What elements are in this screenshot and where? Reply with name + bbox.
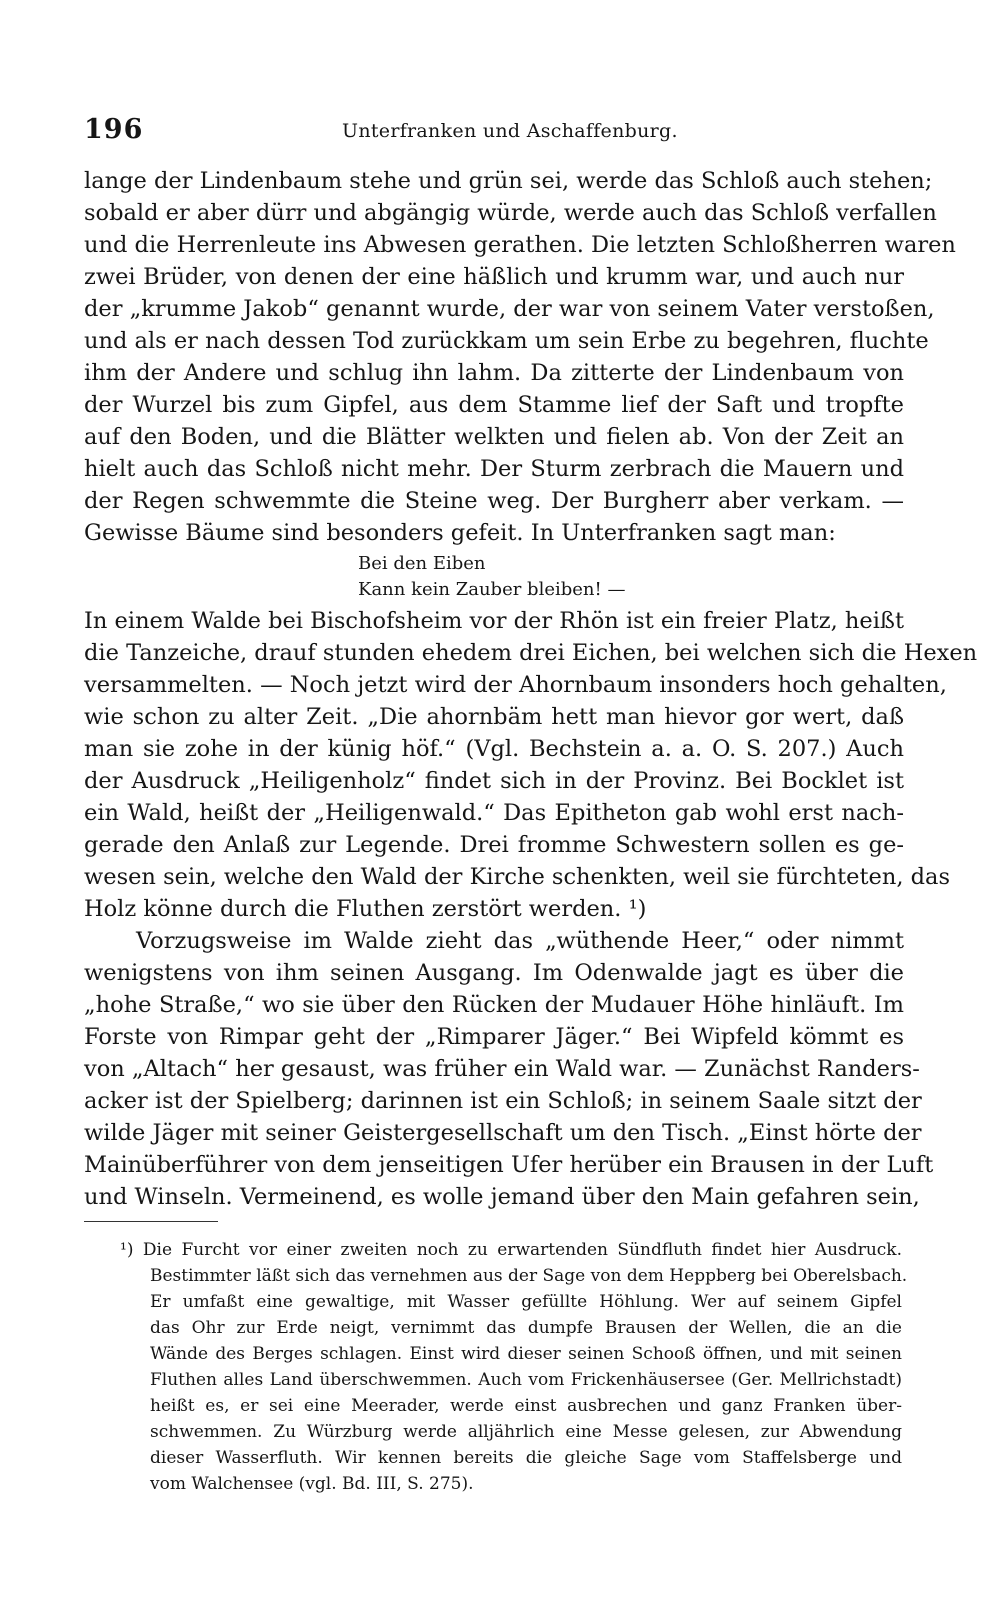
- text-line: sobald er aber dürr und abgängig würde, werde auch das Schloß verfallen: [84, 200, 937, 226]
- footnote-line: Wände des Berges schlagen. Einst wird dieser seinen Schooß öffnen, und mit seinen: [150, 1344, 902, 1364]
- text-line: man sie zohe in der künig höf.“ (Vgl. Bechstein a. a. O. S. 207.) Auch: [84, 736, 904, 762]
- footnote-rule: [84, 1221, 218, 1222]
- text-line: In einem Walde bei Bischofsheim vor der Rhön ist ein freier Platz, heißt: [84, 608, 904, 634]
- text-line: Holz könne durch die Fluthen zerstört werden. ¹): [84, 896, 647, 922]
- footnote-line: Er umfaßt eine gewaltige, mit Wasser gefüllte Höhlung. Wer auf seinem Gipfel: [150, 1292, 902, 1312]
- text-line: Vorzugsweise im Walde zieht das „wüthende Heer,“ oder nimmt: [136, 928, 904, 954]
- text-line: und als er nach dessen Tod zurückkam um sein Erbe zu begehren, fluchte: [84, 328, 929, 354]
- text-line: wesen sein, welche den Wald der Kirche schenkten, weil sie fürchteten, das: [84, 864, 951, 890]
- footnote-line: dieser Wasserfluth. Wir kennen bereits die gleiche Sage vom Staffelsberge und: [150, 1448, 902, 1468]
- text-line: der Ausdruck „Heiligenholz“ findet sich in der Provinz. Bei Bocklet ist: [84, 768, 904, 794]
- verse-line: Bei den Eiben: [358, 553, 486, 574]
- text-line: versammelten. — Noch jetzt wird der Ahornbaum insonders hoch gehalten,: [84, 672, 947, 698]
- footnote-line: vom Walchensee (vgl. Bd. III, S. 275).: [150, 1474, 474, 1494]
- text-line: auf den Boden, und die Blätter welkten und fielen ab. Von der Zeit an: [84, 424, 904, 450]
- text-line: wie schon zu alter Zeit. „Die ahornbäm hett man hievor gor wert, daß: [84, 704, 904, 730]
- text-line: zwei Brüder, von denen der eine häßlich und krumm war, und auch nur: [84, 264, 904, 290]
- text-line: von „Altach“ her gesaust, was früher ein Wald war. — Zunächst Randers-: [84, 1056, 920, 1082]
- text-line: lange der Lindenbaum stehe und grün sei, werde das Schloß auch stehen;: [84, 168, 933, 194]
- page-number: 196: [84, 114, 144, 145]
- footnote-line: ¹) Die Furcht vor einer zweiten noch zu erwartenden Sündfluth findet hier Ausdruck.: [120, 1240, 902, 1260]
- footnote-line: Bestimmter läßt sich das vernehmen aus der Sage von dem Heppberg bei Oberelsbach.: [150, 1266, 908, 1286]
- footnote-line: Fluthen alles Land überschwemmen. Auch vom Frickenhäusersee (Ger. Mellrichstadt): [150, 1370, 902, 1390]
- text-line: ein Wald, heißt der „Heiligenwald.“ Das Epitheton gab wohl erst nach-: [84, 800, 904, 826]
- text-line: und die Herrenleute ins Abwesen gerathen. Die letzten Schloßherren waren: [84, 232, 956, 258]
- text-line: Gewisse Bäume sind besonders gefeit. In Unterfranken sagt man:: [84, 520, 836, 546]
- footnote-line: schwemmen. Zu Würzburg werde alljährlich eine Messe gelesen, zur Abwendung: [150, 1422, 902, 1442]
- text-line: gerade den Anlaß zur Legende. Drei fromme Schwestern sollen es ge-: [84, 832, 904, 858]
- text-line: und Winseln. Vermeinend, es wolle jemand über den Main gefahren sein,: [84, 1184, 920, 1210]
- running-title: Unterfranken und Aschaffenburg.: [342, 120, 678, 142]
- page-header: [84, 114, 916, 150]
- text-line: Forste von Rimpar geht der „Rimparer Jäger.“ Bei Wipfeld kömmt es: [84, 1024, 904, 1050]
- text-line: ihm der Andere und schlug ihn lahm. Da zitterte der Lindenbaum von: [84, 360, 904, 386]
- footnote-line: das Ohr zur Erde neigt, vernimmt das dumpfe Brausen der Wellen, die an die: [150, 1318, 902, 1338]
- text-line: wenigstens von ihm seinen Ausgang. Im Odenwalde jagt es über die: [84, 960, 904, 986]
- text-line: der Regen schwemmte die Steine weg. Der Burgherr aber verkam. —: [84, 488, 904, 514]
- text-line: der Wurzel bis zum Gipfel, aus dem Stamme lief der Saft und tropfte: [84, 392, 904, 418]
- text-line: Mainüberführer von dem jenseitigen Ufer herüber ein Brausen in der Luft: [84, 1152, 934, 1178]
- footnote-line: heißt es, er sei eine Meerader, werde einst ausbrechen und ganz Franken über-: [150, 1396, 902, 1416]
- text-line: acker ist der Spielberg; darinnen ist ein Schloß; in seinem Saale sitzt der: [84, 1088, 922, 1114]
- text-line: die Tanzeiche, drauf stunden ehedem drei Eichen, bei welchen sich die Hexen: [84, 640, 978, 666]
- verse-line: Kann kein Zauber bleiben! —: [358, 579, 626, 600]
- text-line: „hohe Straße,“ wo sie über den Rücken der Mudauer Höhe hinläuft. Im: [84, 992, 904, 1018]
- text-line: der „krumme Jakob“ genannt wurde, der war von seinem Vater verstoßen,: [84, 296, 935, 322]
- text-line: wilde Jäger mit seiner Geistergesellschaft um den Tisch. „Einst hörte der: [84, 1120, 922, 1146]
- text-line: hielt auch das Schloß nicht mehr. Der Sturm zerbrach die Mauern und: [84, 456, 904, 482]
